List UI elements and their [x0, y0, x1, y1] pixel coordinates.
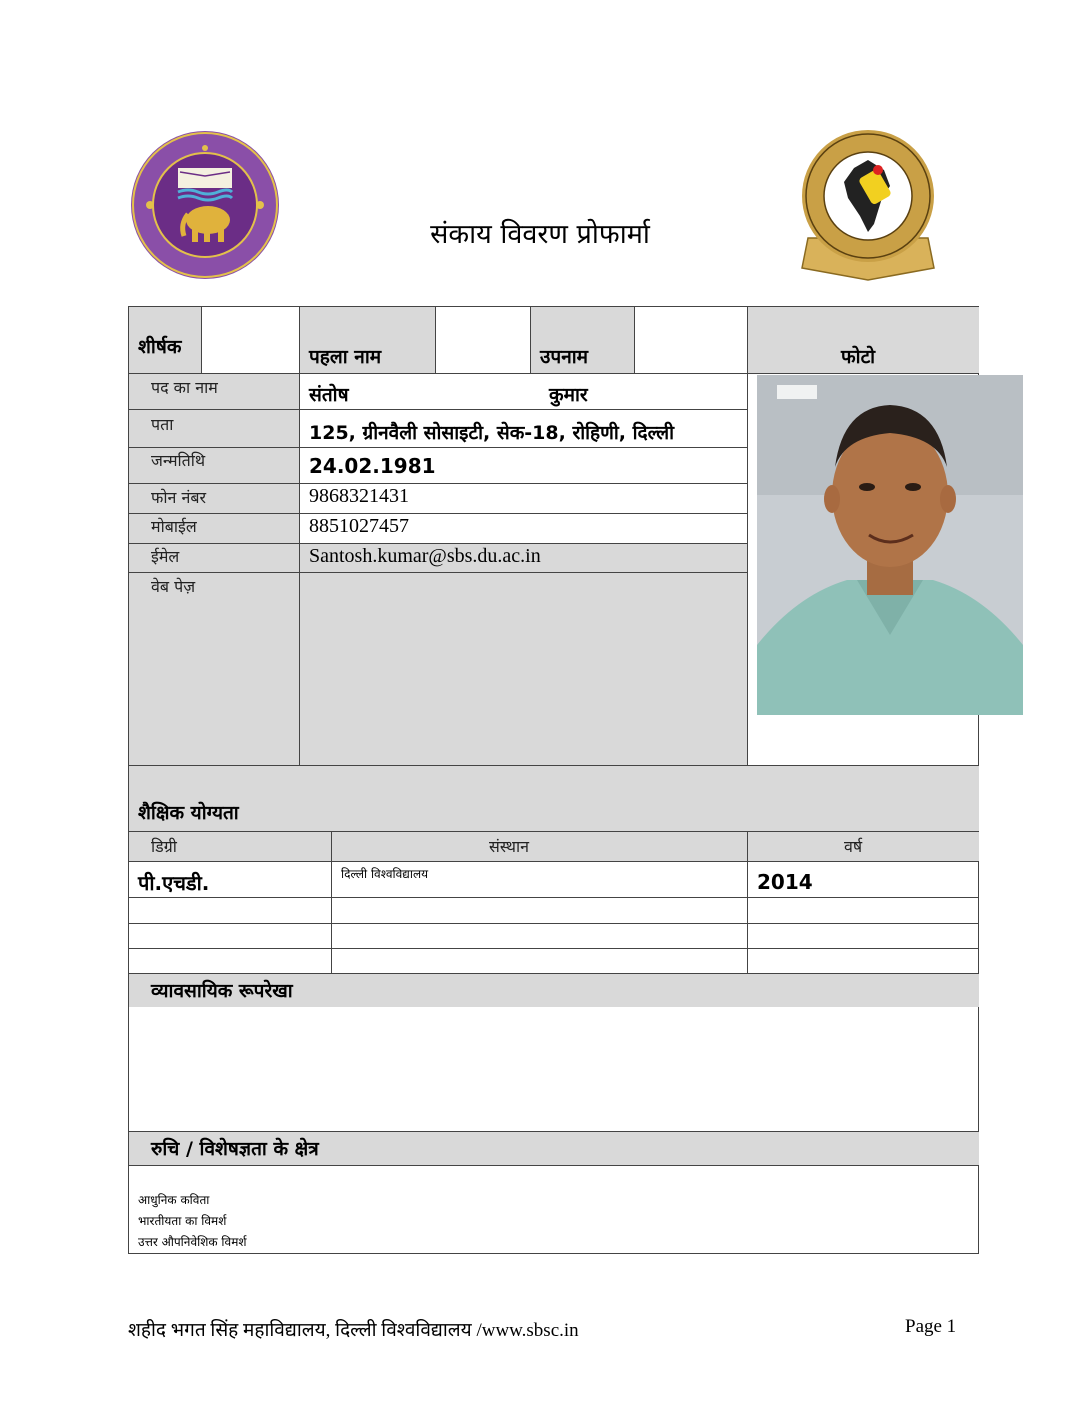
- mobile-label: मोबाईल: [151, 517, 197, 536]
- photo-label: फोटो: [841, 346, 876, 368]
- webpage-label: वेब पेज़: [151, 577, 196, 596]
- institute-value: दिल्ली विश्वविद्यालय: [341, 867, 429, 881]
- col-year: वर्ष: [844, 837, 863, 856]
- mobile-value: 8851027457: [309, 515, 409, 537]
- education-heading-bar: [129, 765, 979, 831]
- surname: कुमार: [549, 384, 588, 406]
- degree-value: पी.एचडी.: [138, 871, 210, 895]
- first-name: संतोष: [309, 384, 349, 406]
- faculty-photo: [757, 375, 1023, 715]
- interest-item: भारतीयता का विमर्श: [138, 1214, 227, 1228]
- interests-heading: रुचि / विशेषज्ञता के क्षेत्र: [151, 1138, 319, 1160]
- interest-item: उत्तर औपनिवेशिक विमर्श: [138, 1235, 247, 1249]
- faculty-proforma-form: [128, 306, 979, 1254]
- email-label: ईमेल: [151, 547, 180, 566]
- col-institute: संस्थान: [489, 837, 529, 856]
- address-value: 125, ग्रीनवैली सोसाइटी, सेक-18, रोहिणी, दिल्ली: [309, 422, 675, 444]
- designation-label: पद का नाम: [151, 378, 218, 397]
- email-value: Santosh.kumar@sbs.du.ac.in: [309, 545, 541, 567]
- page-number: Page 1: [905, 1316, 957, 1337]
- address-label: पता: [151, 415, 174, 434]
- surname-label: उपनाम: [540, 346, 589, 368]
- document-title: संकाय विवरण प्रोफार्मा: [430, 219, 650, 250]
- title-label: शीर्षक: [138, 336, 182, 358]
- footer-college: शहीद भगत सिंह महाविद्यालय, दिल्ली विश्वविद्यालय /www.sbsc.in: [128, 1320, 579, 1341]
- dob-value: 24.02.1981: [309, 454, 436, 478]
- education-heading: शैक्षिक योग्यता: [138, 802, 239, 824]
- university-of-delhi-logo: [128, 128, 282, 282]
- shaheed-bhagat-singh-college-logo: [798, 128, 938, 282]
- profile-heading: व्यावसायिक रूपरेखा: [151, 980, 293, 1002]
- col-degree: डिग्री: [151, 837, 177, 856]
- first-name-label: पहला नाम: [309, 346, 382, 368]
- webpage-cell: [299, 543, 747, 765]
- year-value: 2014: [757, 870, 813, 894]
- interest-item: आधुनिक कविता: [138, 1193, 210, 1207]
- phone-label: फोन नंबर: [151, 488, 207, 507]
- dob-label: जन्मतिथि: [151, 451, 206, 470]
- phone-value: 9868321431: [309, 485, 409, 507]
